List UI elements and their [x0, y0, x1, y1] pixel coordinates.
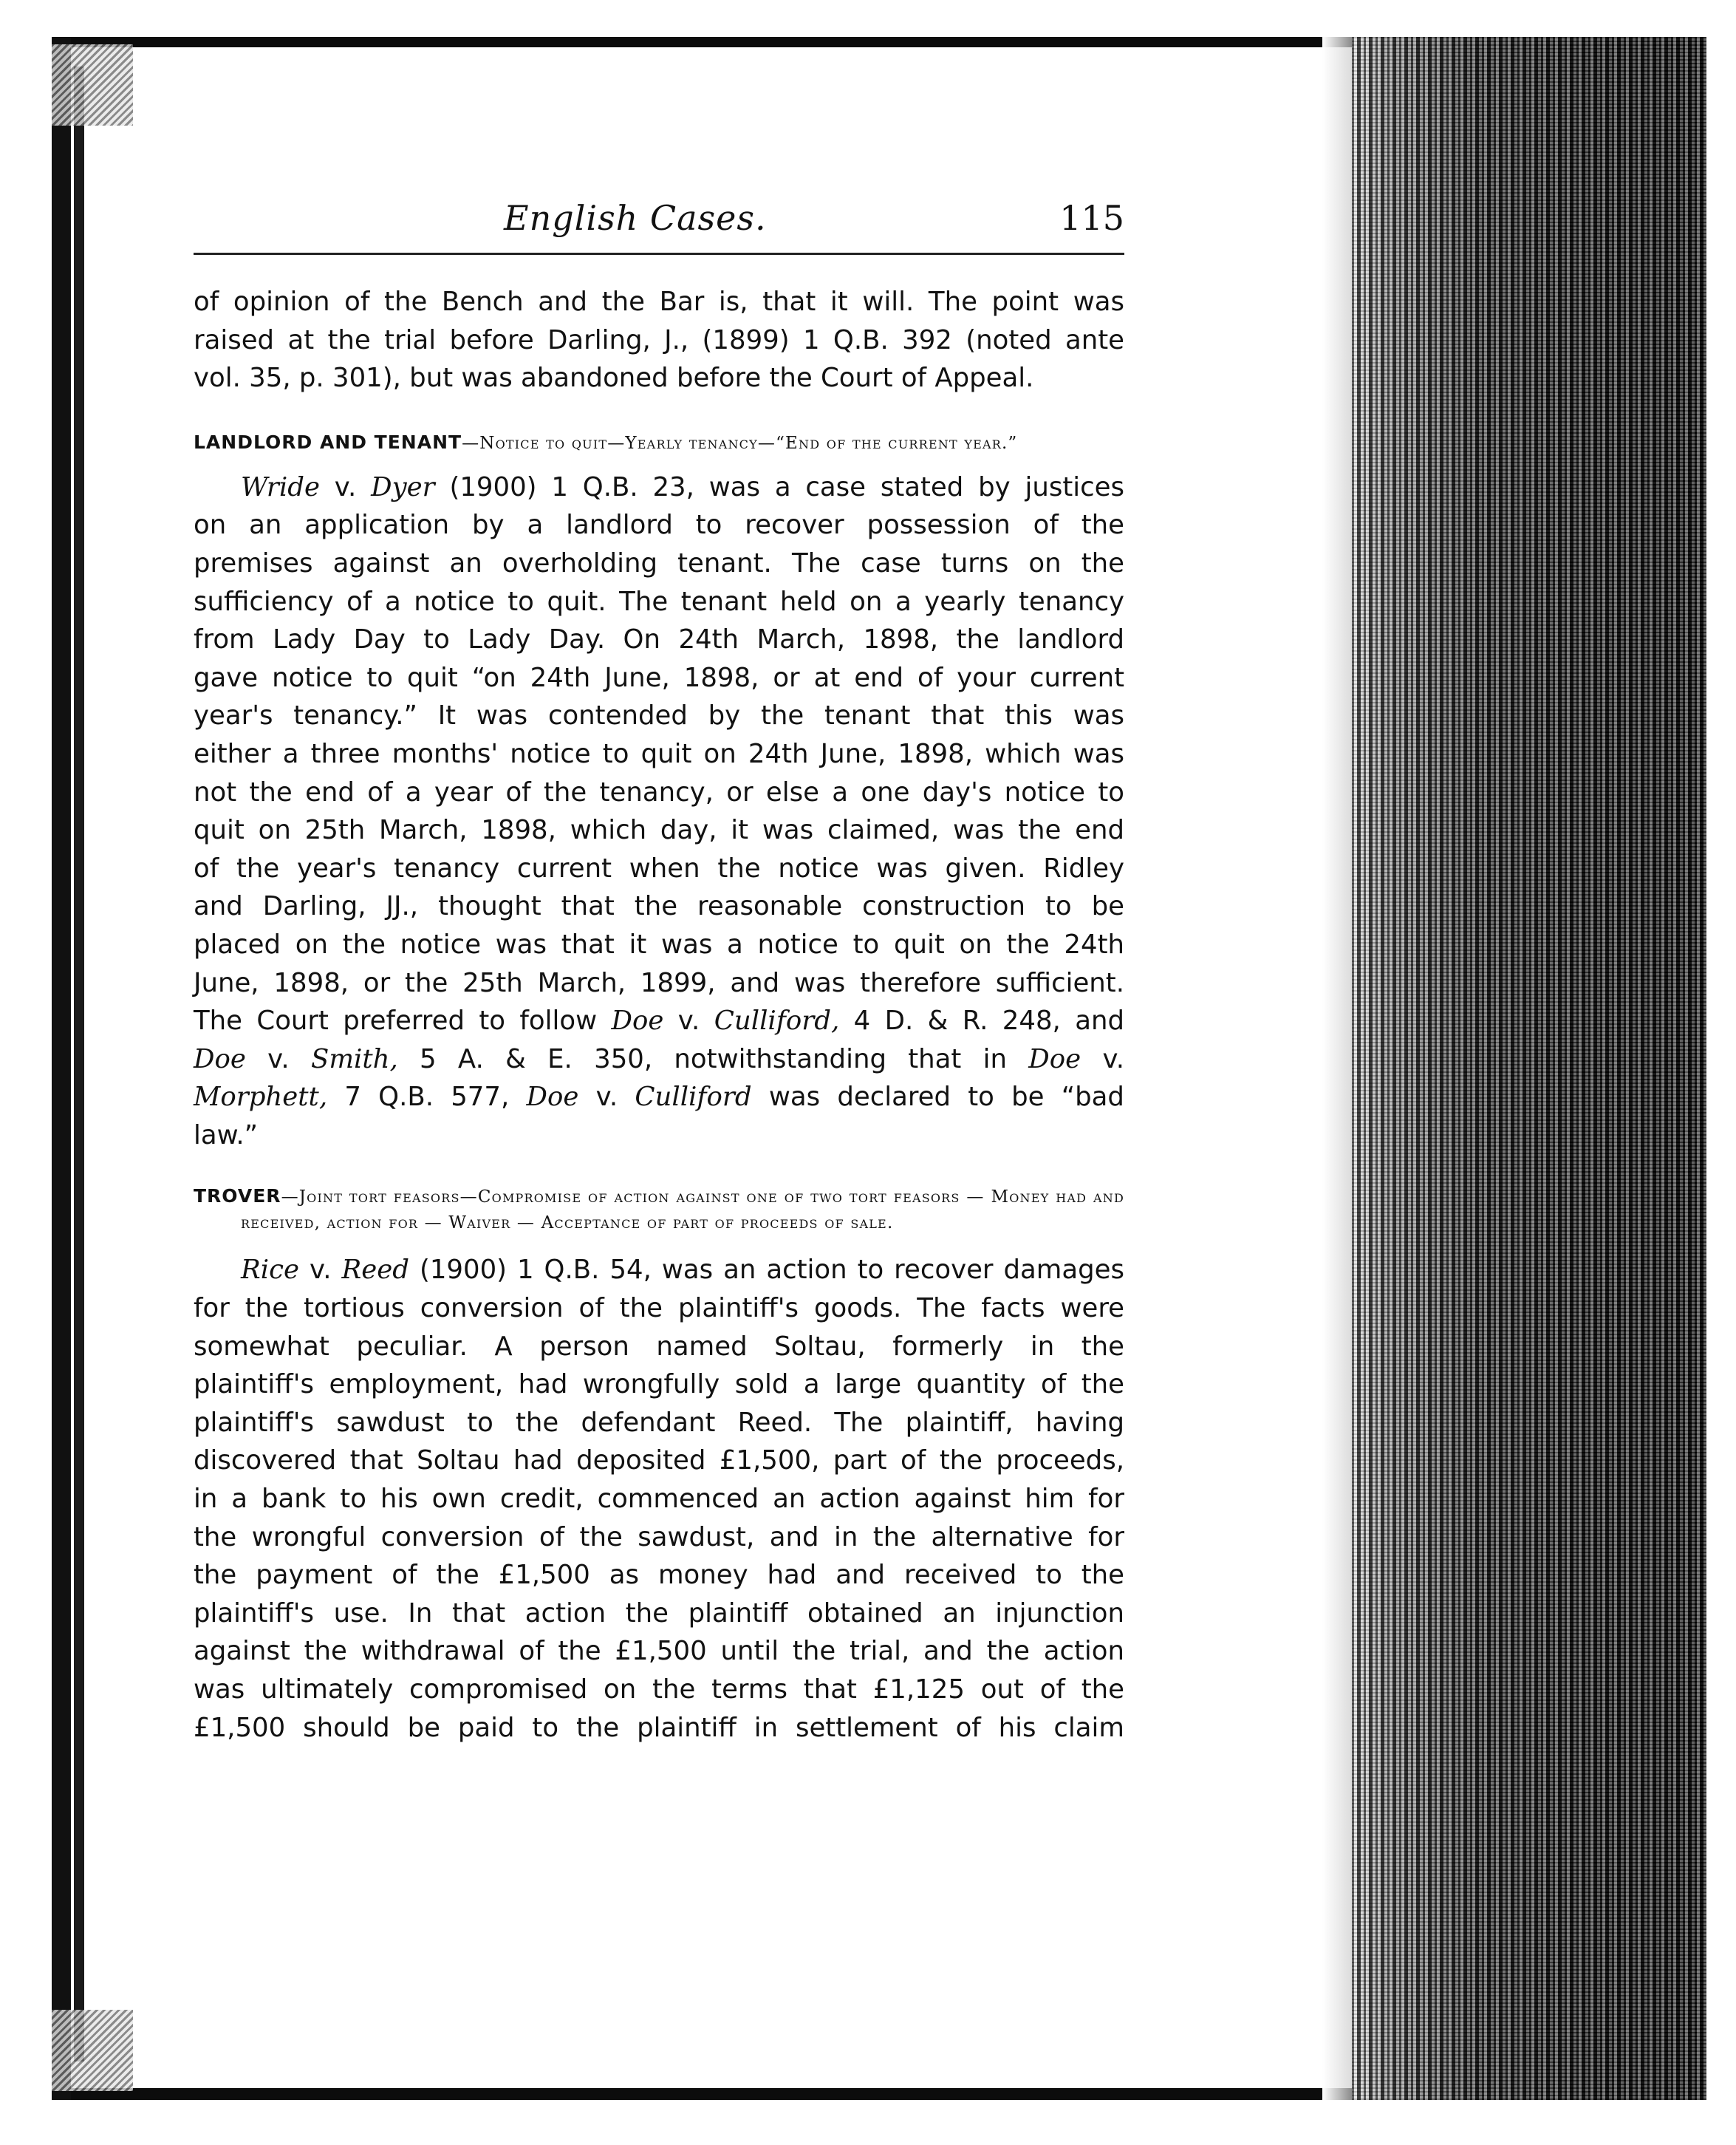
case-party: Doe	[611, 1006, 664, 1037]
text-line: the payment of the £1,500 as money had and received to the	[194, 1560, 1124, 1591]
case-party: Morphett,	[194, 1082, 328, 1113]
running-head	[194, 198, 1124, 250]
text-line: premises against an overholding tenant. The case turns on the	[194, 548, 1124, 579]
text-fragment: (1900) 1 Q.B. 54, was an action to recover damages	[419, 1255, 1124, 1286]
case-party: Smith,	[311, 1043, 398, 1074]
book-edge-noise	[1352, 37, 1706, 2100]
versus: v.	[1102, 1043, 1124, 1074]
scan-border-left	[52, 37, 71, 2100]
versus: v.	[334, 471, 357, 502]
versus: v.	[595, 1082, 618, 1113]
case-paragraph-rice-v-reed	[194, 1251, 1124, 1747]
continuation-paragraph	[194, 283, 1124, 398]
running-title: English Cases.	[504, 198, 767, 238]
text-fragment: was declared to be “bad	[768, 1082, 1124, 1113]
text-line: plaintiff's employment, had wrongfully sold a large quantity of the	[194, 1369, 1124, 1400]
case-party: Culliford,	[714, 1006, 840, 1037]
versus: v.	[267, 1043, 290, 1074]
text-line: somewhat peculiar. A person named Soltau, formerly in the	[194, 1331, 1124, 1362]
text-line	[194, 1040, 1124, 1079]
case-party: Doe	[526, 1082, 579, 1113]
text-line: either a three months' notice to quit on 24th June, 1898, which was	[194, 738, 1124, 769]
section-heading-trover	[194, 1184, 1124, 1236]
text-line: discovered that Soltau had deposited £1,500, part of the proceeds,	[194, 1445, 1124, 1476]
text-line: vol. 35, p. 301), but was abandoned before the Court of Appeal.	[194, 363, 1034, 394]
case-party: Wride	[241, 471, 320, 502]
page-spine	[74, 67, 84, 2062]
text-line: from Lady Day to Lady Day. On 24th March, 1898, the landlord	[194, 624, 1124, 655]
heading-subtopics: —Joint tort feasors—Compromise of action against one of two tort feasors — Money had and received, action for — Waiver — Acceptance of part of proceeds of sale.	[241, 1187, 1124, 1233]
text-line	[194, 1251, 1124, 1289]
case-party: Doe	[1028, 1043, 1081, 1074]
section-heading-landlord-tenant	[194, 430, 1124, 457]
text-line: quit on 25th March, 1898, which day, it was claimed, was the end	[194, 815, 1124, 846]
text-line: June, 1898, or the 25th March, 1899, and was therefore sufficient.	[194, 967, 1124, 998]
corner-smudge-top	[52, 44, 133, 126]
text-line: was ultimately compromised on the terms that £1,125 out of the	[194, 1674, 1124, 1705]
versus: v.	[309, 1255, 332, 1286]
text-line: in a bank to his own credit, commenced an action against him for	[194, 1484, 1124, 1515]
text-line: gave notice to quit “on 24th June, 1898, or at end of your current	[194, 662, 1124, 693]
versus: v.	[677, 1006, 700, 1037]
heading-subtopics: —Notice to quit—Yearly tenancy—“End of the current year.”	[462, 433, 1018, 453]
text-line: law.”	[194, 1119, 259, 1150]
header-rule	[194, 253, 1124, 255]
case-party: Culliford	[635, 1082, 752, 1113]
case-party: Reed	[341, 1255, 409, 1286]
text-fragment: 7 Q.B. 577,	[344, 1082, 510, 1113]
text-line: not the end of a year of the tenancy, or else a one day's notice to	[194, 777, 1124, 808]
corner-smudge-bottom	[52, 2010, 133, 2091]
text-line: and Darling, JJ., thought that the reasonable construction to be	[194, 891, 1124, 922]
case-party: Dyer	[371, 471, 435, 502]
page-number: 115	[1059, 198, 1124, 238]
text-line	[194, 468, 1124, 507]
text-line: sufficiency of a notice to quit. The tenant held on a yearly tenancy	[194, 586, 1124, 617]
heading-lead: LANDLORD AND TENANT	[194, 431, 462, 453]
text-line: placed on the notice was that it was a notice to quit on the 24th	[194, 929, 1124, 960]
text-line: plaintiff's use. In that action the plaintiff obtained an injunction	[194, 1597, 1124, 1629]
text-line: for the tortious conversion of the plaintiff's goods. The facts were	[194, 1293, 1124, 1324]
text-line: on an application by a landlord to recover possession of the	[194, 510, 1124, 541]
text-line	[194, 1078, 1124, 1116]
text-line: £1,500 should be paid to the plaintiff in settlement of his claim	[194, 1712, 1124, 1743]
text-fragment: The Court preferred to follow	[194, 1006, 598, 1037]
case-party: Doe	[194, 1043, 246, 1074]
text-fragment: 4 D. & R. 248, and	[853, 1006, 1124, 1037]
heading-lead: TROVER	[194, 1185, 281, 1207]
text-line: plaintiff's sawdust to the defendant Reed. The plaintiff, having	[194, 1407, 1124, 1438]
text-line: raised at the trial before Darling, J., (1899) 1 Q.B. 392 (noted ante	[194, 324, 1124, 355]
text-line	[194, 1002, 1124, 1040]
text-line: against the withdrawal of the £1,500 until the trial, and the action	[194, 1636, 1124, 1667]
text-line: of opinion of the Bench and the Bar is, that it will. The point was	[194, 287, 1124, 317]
text-line: of the year's tenancy current when the notice was given. Ridley	[194, 853, 1124, 884]
text-line: the wrongful conversion of the sawdust, and in the alternative for	[194, 1521, 1124, 1552]
text-fragment: (1900) 1 Q.B. 23, was a case stated by justices	[449, 471, 1124, 502]
body-text	[194, 283, 1124, 1747]
text-line: year's tenancy.” It was contended by the tenant that this was	[194, 700, 1124, 732]
text-fragment: 5 A. & E. 350, notwithstanding that in	[420, 1043, 1007, 1074]
case-party: Rice	[241, 1255, 299, 1286]
case-paragraph-wride-v-dyer	[194, 468, 1124, 1155]
